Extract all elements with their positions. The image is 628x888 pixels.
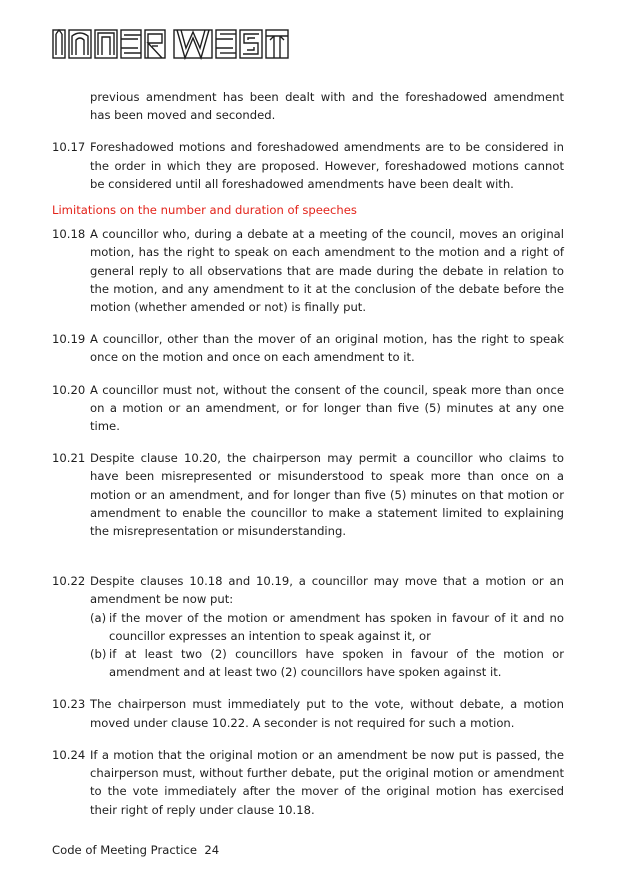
clause-text: Despite clauses 10.18 and 10.19, a councillor may move that a motion or an amendment be now put: <box>90 574 564 607</box>
clause-text: A councillor must not, without the consent of the council, speak more than once on a motion or an amendment, or for longer than five (5) minutes at any one time. <box>90 382 564 434</box>
page-footer <box>52 842 219 858</box>
clause-text: Despite clause 10.20, the chairperson may permit a councillor who claims to have been misrepresented or misunderstood to speak more than once on a motion or an amendment, and for longer than five (5) minutes on that motion or amendment to enable the councillor to make a statement limited to explaining the misrepresentation or misunderstanding. <box>90 451 564 539</box>
clause-10-22 <box>52 572 564 608</box>
clause-number: 10.20 <box>52 382 86 397</box>
clause-10-19 <box>52 330 564 366</box>
clause-text: If a motion that the original motion or an amendment be now put is passed, the chairperson must, without further debate, put the original motion or amendment to the vote immediately after the mover of the original motion has exercised their right of reply under clause 10.18. <box>90 747 564 817</box>
clause-10-17 <box>52 138 564 193</box>
clause-10-23 <box>52 695 564 731</box>
clause-10-22-subitems <box>52 609 564 682</box>
clause-number: 10.23 <box>52 697 86 712</box>
clause-10-21 <box>52 449 564 540</box>
clause-text: Foreshadowed motions and foreshadowed amendments are to be considered in the order in which they are proposed. However, foreshadowed motions cannot be considered until all foreshadowed amendments have been dealt with. <box>90 140 564 191</box>
footer-title: Code of Meeting Practice <box>52 843 197 857</box>
clause-number: 10.24 <box>52 747 86 762</box>
intro-paragraph <box>52 88 564 124</box>
clause-10-24 <box>52 746 564 819</box>
clause-10-18 <box>52 225 564 316</box>
clause-number: 10.22 <box>52 574 86 589</box>
clause-10-20 <box>52 381 564 436</box>
subitem-text: if at least two (2) councillors have spoken in favour of the motion or amendment and at least two (2) councillors have spoken against it. <box>109 647 564 680</box>
page-number: 24 <box>204 843 220 857</box>
clause-number: 10.21 <box>52 451 86 466</box>
subitem-text: if the mover of the motion or amendment has spoken in favour of it and no councillor expresses an intention to speak against it, or <box>109 610 564 643</box>
clause-text: A councillor, other than the mover of an original motion, has the right to speak once on the motion and once on each amendment to it. <box>90 332 564 365</box>
inner-west-logo <box>52 26 292 64</box>
clause-number: 10.17 <box>52 140 86 155</box>
section-heading: Limitations on the number and duration of speeches <box>52 203 357 218</box>
intro-text: previous amendment has been dealt with and the foreshadowed amendment has been moved and seconded. <box>90 90 564 123</box>
clause-text: The chairperson must immediately put to the vote, without debate, a motion moved under clause 10.22. A seconder is not required for such a motion. <box>90 697 564 730</box>
clause-number: 10.19 <box>52 332 86 347</box>
subitem-label: (a) <box>90 610 107 625</box>
clause-text: A councillor who, during a debate at a meeting of the council, moves an original motion, has the right to speak on each amendment to the motion and a right of general reply to all observations that are made during the debate in relation to the motion, and any amendment to it at the conclusion of the debate before the motion (whether amended or not) is finally put. <box>90 227 564 315</box>
subitem-a <box>90 609 564 645</box>
subitem-b <box>90 645 564 681</box>
subitem-label: (b) <box>90 647 107 662</box>
clause-number: 10.18 <box>52 227 86 242</box>
document-body <box>52 88 564 819</box>
